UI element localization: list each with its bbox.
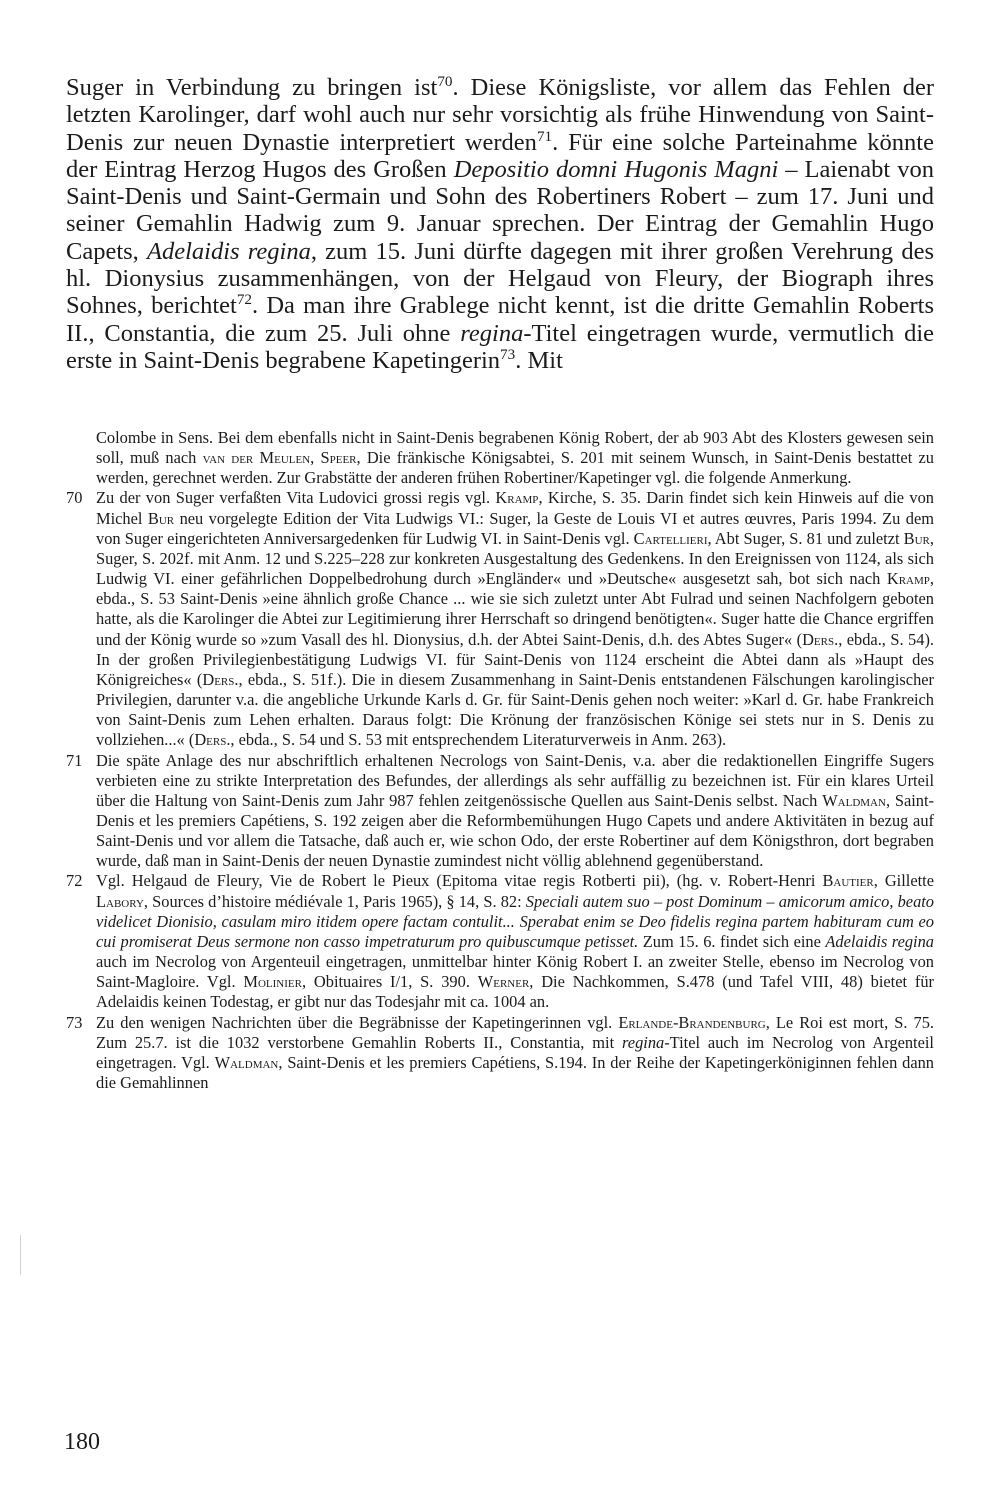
footnote-number: 72 — [66, 871, 83, 891]
footnote-number: 71 — [66, 750, 83, 770]
footnote-text: Colombe in Sens. Bei dem ebenfalls nicht in Saint-Denis begrabenen König Robert, der ab 903 Abt des Klosters gewesen sein soll, muß nach van der Meulen, Speer, Die fränkische Königsabtei, S. 201 mit seinem Wunsch, in Saint-Denis bestattet zu werden, gerechnet werden. Zur Grabstätte der anderen frühen Robertiner/Kapetinger vgl. die folgende Anmerkung. — [96, 428, 934, 488]
footnote-ref-71[interactable]: 71 — [536, 127, 553, 145]
author-name: Ders. — [202, 669, 239, 689]
author-name: Ders. — [802, 629, 839, 649]
latin-quote: Speciali autem suo – post Dominum – amicorum amico, beato videlicet Dionisio, casulam miro itidem opere factam contulit... Sperabat enim se Deo fidelis regina partem habituram cum eo cui promiserat Deus sermone non casso impetraturum pro quibuscumque petisset. — [96, 891, 935, 951]
body-text-run: Suger in Verbindung zu bringen ist — [66, 74, 438, 101]
author-name: Waldman — [822, 790, 886, 810]
author-name: Labory — [96, 891, 144, 911]
footnote-71 — [66, 751, 934, 872]
footnotes-section — [66, 428, 934, 1093]
author-name: Bur — [147, 508, 175, 528]
author-name: Waldman — [214, 1052, 279, 1072]
footnote-text: Vgl. Helgaud de Fleury, Vie de Robert le Pieux (Epitoma vitae regis Rotberti pii), (hg. v. Robert-Henri Bautier, Gillette Labory, Sources d’histoire médiévale 1, Paris 1965), § 14, S. 82: Speciali autem suo – post Dominum – amicorum amico, beato videlicet Dionisio, casulam miro itidem opere factam contulit... Sperabat enim se Deo fidelis regina partem habituram cum eo cui promiserat Deus sermone non casso impetraturum pro quibuscumque petisset. Zum 15. 6. findet sich eine Adelaidis regina auch im Necrolog von Argenteuil eingetragen, unmittelbar hinter König Robert I. an zweiter Stelle, ebenso im Necrolog von Saint-Magloire. Vgl. Molinier, Obituaires I/1, S. 390. Werner, Die Nachkommen, S.478 (und Tafel VIII, 48) bietet für Adelaidis keinen Todestag, er gibt nur das Todesjahr mit ca. 1004 an. — [96, 871, 935, 1012]
body-text-run: . Diese Königsliste, vor allem das Fehlen der letzten Karolinger, darf wohl auch nur sehr vorsichtig als frühe Hinwendung von Saint-Denis zur neuen Dynastie interpretiert werden — [66, 74, 934, 156]
latin-term: regina — [460, 319, 524, 347]
footnote-73 — [66, 1013, 934, 1094]
latin-quote: Adelaidis regina — [147, 237, 311, 265]
author-name: Bur — [903, 528, 930, 548]
author-name: Ders. — [194, 730, 231, 750]
footnote-number: 70 — [66, 488, 83, 508]
footnote-text: Zu den wenigen Nachrichten über die Begräbnisse der Kapetingerinnen vgl. Erlande-Brandenburg, Le Roi est mort, S. 75. Zum 25.7. ist die 1032 verstorbene Gemahlin Roberts II., Constantia, mit regina-Titel auch im Necrolog von Argenteil eingetragen. Vgl. Waldman, Saint-Denis et les premiers Capétiens, S.194. In der Reihe der Kapetingerköniginnen fehlen dann die Gemahlinnen — [96, 1012, 934, 1092]
body-text-run: – Laienabt von Saint-Denis und Saint-Germain und Sohn des Robertiners Robert – zum 17. Juni und seiner Gemahlin Hadwig zum 9. Januar sprechen. Der Eintrag der Gemahlin Hugo Capets, — [66, 155, 934, 265]
footnote-ref-70[interactable]: 70 — [437, 72, 453, 90]
body-text-run: -Titel eingetragen wurde, vermutlich die erste in Saint-Denis begrabene Kapetingerin — [66, 319, 935, 374]
author-name: Molinier — [243, 972, 302, 992]
footnote-continuation — [66, 428, 934, 488]
footnote-72 — [66, 871, 934, 1012]
latin-term: regina — [622, 1032, 665, 1052]
author-name: Cartellieri — [633, 528, 708, 548]
page-number: 180 — [64, 1429, 100, 1455]
body-text-run: . Da man ihre Grablege nicht kennt, ist die dritte Gemahlin Roberts II., Constantia, die zum 25. Juli ohne — [66, 292, 934, 347]
body-paragraph — [66, 74, 934, 374]
author-name: Kramp — [495, 488, 539, 508]
body-text-run: . Für eine solche Parteinahme könnte der Eintrag Herzog Hugos des Großen — [66, 128, 934, 183]
footnote-text: Die späte Anlage des nur abschriftlich erhaltenen Necrologs von Saint-Denis, v.a. aber die redaktionellen Eingriffe Sugers verbieten eine zu strikte Interpretation des Befundes, der allerdings als sehr auffällig zu bezeichnen ist. Für ein klares Urteil über die Haltung von Saint-Denis zum Jahr 987 fehlen zeitgenössische Quellen aus Saint-Denis selbst. Nach Waldman, Saint-Denis et les premiers Capétiens, S. 192 zeigen aber die Reformbemühungen Hugo Capets und andere Aktivitäten in bezug auf Saint-Denis und vor allem die Tatsache, daß auch er, wie schon Odo, der erste Robertiner auf dem Königsthron, dort begraben wurde, daß man in Saint-Denis der neuen Dynastie zumindest nicht völlig ablehnend gegenüberstand. — [96, 750, 934, 871]
body-text-run: , zum 15. Juni dürfte dagegen mit ihrer großen Verehrung des hl. Dionysius zusammenhängen, von der Helgaud von Fleury, der Biograph ihres Sohnes, berichtet — [66, 237, 934, 320]
footnote-number: 73 — [66, 1012, 83, 1032]
body-text-run: . Mit — [515, 346, 563, 374]
author-name: Kramp — [886, 569, 930, 589]
footnote-70 — [66, 488, 934, 750]
author-name: Erlande-Brandenburg — [618, 1012, 766, 1032]
latin-quote: Depositio domni Hugonis Magni — [453, 155, 779, 183]
author-name: Werner — [477, 972, 530, 992]
scan-artifact — [20, 1235, 21, 1275]
author-name: Bautier — [822, 871, 874, 891]
footnote-ref-72[interactable]: 72 — [236, 291, 252, 309]
footnote-ref-73[interactable]: 73 — [500, 345, 516, 363]
author-name: van der Meulen, Speer — [202, 448, 357, 468]
body-text — [66, 74, 934, 374]
footnote-text: Zu der von Suger verfaßten Vita Ludovici grossi regis vgl. Kramp, Kirche, S. 35. Darin findet sich kein Hinweis auf die von Michel Bur neu vorgelegte Edition der Vita Ludwigs VI.: Suger, la Geste de Louis VI et autres œuvres, Paris 1994. Zu dem von Suger eingerichteten Anniversargedenken für Ludwig VI. in Saint-Denis vgl. Cartellieri, Abt Suger, S. 81 und zuletzt Bur, Suger, S. 202f. mit Anm. 12 und S.225–228 zur konkreten Ausgestaltung des Gedenkens. In den Ereignissen von 1124, als sich Ludwig VI. einer gefährlichen Doppelbedrohung durch »Engländer« und »Deutsche« ausgesetzt sah, bot sich nach Kramp, ebda., S. 53 Saint-Denis »eine ähnlich große Chance ... wie sie sich zuletzt unter Abt Fulrad und seinen Nachfolgern geboten hatte, als die Karolinger die Abtei zur Legitimierung ihrer Herrschaft so dringend benötigten«. Suger hatte die Chance ergriffen und der König wurde so »zum Vasall des hl. Dionysius, d.h. der Abtei Saint-Denis, d.h. des Abtes Suger« (Ders., ebda., S. 54). In der großen Privilegienbestätigung Ludwigs VI. für Saint-Denis von 1124 erscheint die Abtei dann als »Haupt des Königreiches« (Ders., ebda., S. 51f.). Die in diesem Zusammenhang in Saint-Denis entstandenen Fälschungen karolingischer Privilegien, darunter v.a. die angebliche Urkunde Karls d. Gr. für Saint-Denis gehen noch weiter: »Karl d. Gr. habe Frankreich von Saint-Denis zum Lehen erhalten. Daraus folgt: Die Krönung der französischen Könige sei stets nur in S. Denis zu vollziehen...« (Ders., ebda., S. 54 und S. 53 mit entsprechendem Literaturverweis in Anm. 263). — [96, 488, 935, 750]
latin-term: Adelaidis regina — [825, 931, 934, 951]
